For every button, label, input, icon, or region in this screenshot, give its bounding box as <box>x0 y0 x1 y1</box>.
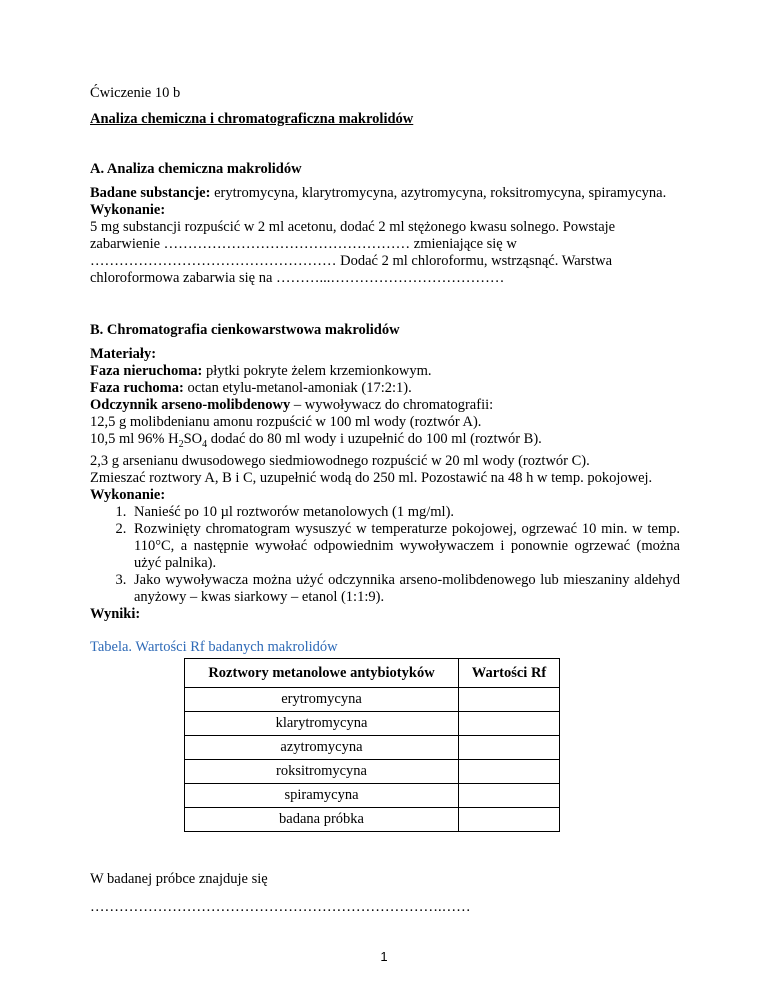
section-a-body <box>90 185 680 287</box>
document-title: Analiza chemiczna i chromatograficzna makrolidów <box>90 111 414 127</box>
solution-c: 2,3 g arsenianu dwusodowego siedmiowodnego rozpuścić w 20 ml wody (roztwór C). <box>90 452 590 469</box>
section-b-body <box>90 346 680 623</box>
table-cell-rf <box>459 712 560 736</box>
table-cell-name: erytromycyna <box>185 688 459 712</box>
table-cell-rf <box>459 736 560 760</box>
table-cell-name: spiramycyna <box>185 784 459 808</box>
table-row <box>185 736 560 760</box>
solution-a: 12,5 g molibdenianu amonu rozpuścić w 100 ml wody (roztwór A). <box>90 414 482 430</box>
mix-instructions: Zmieszać roztwory A, B i C, uzupełnić wodą do 250 ml. Pozostawić na 48 h w temp. pokojowej. <box>90 469 653 486</box>
step-item: 1. Nanieść po 10 µl roztworów metanolowych (1 mg/ml). <box>130 504 680 521</box>
exercise-number: Ćwiczenie 10 b <box>90 85 181 101</box>
section-a-heading: A. Analiza chemiczna makrolidów <box>90 161 302 177</box>
rf-table <box>184 658 560 832</box>
table-cell-rf <box>459 808 560 832</box>
table-row <box>185 784 560 808</box>
results-label: Wyniki: <box>90 605 141 622</box>
table-cell-rf <box>459 688 560 712</box>
reagent-line: Odczynnik arseno-molibdenowy – wywoływacz do chromatografii: <box>90 397 494 413</box>
page-number: 1 <box>380 949 388 964</box>
table-row <box>185 808 560 832</box>
table-row <box>185 712 560 736</box>
table-header-row <box>185 659 560 688</box>
table-cell-rf <box>459 784 560 808</box>
table-cell-name: azytromycyna <box>185 736 459 760</box>
table-cell-rf <box>459 760 560 784</box>
solution-b: 10,5 ml 96% $H_2SO_4$ dodać do 80 ml wody i uzupełnić do 100 ml (roztwór B). <box>90 431 542 450</box>
step-item: 2. Rozwinięty chromatogram wysuszyć w temperaturze pokojowej, ogrzewać 10 min. w temp. 110°C, a następnie wywołać odpowiednim wywoływaczem i ponownie ogrzewać (można użyć palnika). <box>130 521 680 572</box>
procedure-steps <box>90 504 680 606</box>
table-cell-name: klarytromycyna <box>185 712 459 736</box>
table-cell-name: roksitromycyna <box>185 760 459 784</box>
table-cell-name: badana próbka <box>185 808 459 832</box>
table-row <box>185 760 560 784</box>
table-header-solutions: Roztwory metanolowe antybiotyków <box>185 659 459 688</box>
step-item: 3. Jako wywoływacza można użyć odczynnika arseno-molibdenowego lub mieszaniny aldehyd anyżowy – kwas siarkowy – etanol (1:1:9). <box>130 572 680 606</box>
stationary-phase: Faza nieruchoma: płytki pokryte żelem krzemionkowym. <box>90 363 432 379</box>
table-caption: Tabela. Wartości Rf badanych makrolidów <box>90 639 338 655</box>
procedure-label-a: Wykonanie: <box>90 202 166 218</box>
table-header-rf: Wartości Rf <box>459 659 560 688</box>
section-b-heading: B. Chromatografia cienkowarstwowa makrolidów <box>90 322 400 338</box>
substances-line: Badane substancje: erytromycyna, klarytromycyna, azytromycyna, roksitromycyna, spiramycyna. <box>90 185 667 201</box>
procedure-label-b: Wykonanie: <box>90 486 166 503</box>
mobile-phase: Faza ruchoma: octan etylu-metanol-amoniak (17:2:1). <box>90 380 412 396</box>
conclusion-text: W badanej próbce znajduje się <box>90 871 268 887</box>
conclusion-dots: ……………………………………………………………….…… <box>90 899 471 915</box>
procedure-text-a: 5 mg substancji rozpuścić w 2 ml acetonu, dodać 2 ml stężonego kwasu solnego. Powstaje zabarwienie …………………………………………… zmieniające się w …………………………………………… Dodać 2 ml chloroformu, wstrząsnąć. Warstwa chloroformowa zabarwia się na ………...……………………………… <box>90 219 616 286</box>
materials-label: Materiały: <box>90 346 157 362</box>
table-row <box>185 688 560 712</box>
